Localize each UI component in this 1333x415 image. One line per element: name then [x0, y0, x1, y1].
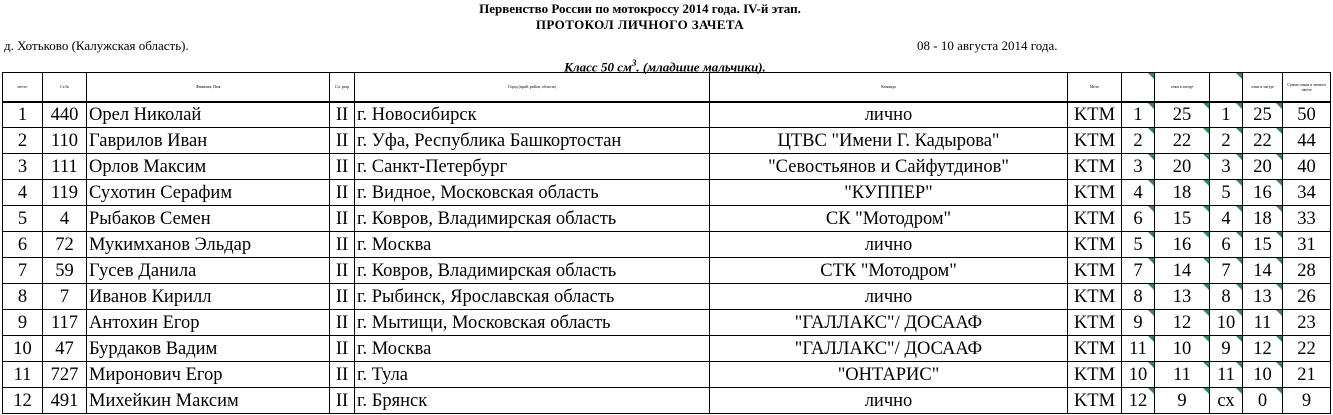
cell-heat1-place: 12 [1122, 388, 1155, 414]
cell-heat2-place: 5 [1210, 180, 1243, 206]
cell-team: "ОНТАРИС" [710, 362, 1068, 388]
cell-moto: KTM [1068, 232, 1122, 258]
cell-team: ЦТВС "Имени Г. Кадырова" [710, 128, 1068, 154]
cell-heat1-place: 7 [1122, 258, 1155, 284]
cell-moto: KTM [1068, 102, 1122, 128]
cell-city: г. Москва [355, 232, 710, 258]
cell-place: 9 [3, 310, 43, 336]
cell-place: 12 [3, 388, 43, 414]
cell-heat1-place: 5 [1122, 232, 1155, 258]
cell-city: г. Санкт-Петербург [355, 154, 710, 180]
cell-name: Гаврилов Иван [87, 128, 330, 154]
cell-number: 111 [43, 154, 87, 180]
class-sup: 3 [631, 58, 637, 68]
table-row [3, 336, 1331, 362]
cell-name: Гусев Данила [87, 258, 330, 284]
cell-heat1-place: 3 [1122, 154, 1155, 180]
cell-team: "КУППЕР" [710, 180, 1068, 206]
results-body [3, 102, 1331, 414]
table-row [3, 180, 1331, 206]
cell-heat1-place: 9 [1122, 310, 1155, 336]
cell-heat2-points: 12 [1243, 336, 1283, 362]
table-row [3, 310, 1331, 336]
cell-heat1-points: 9 [1155, 388, 1210, 414]
cell-city: г. Новосибирск [355, 102, 710, 128]
cell-number: 727 [43, 362, 87, 388]
cell-heat1-place: 11 [1122, 336, 1155, 362]
cell-heat1-place: 1 [1122, 102, 1155, 128]
cell-heat1-points: 11 [1155, 362, 1210, 388]
cell-place: 7 [3, 258, 43, 284]
cell-team: лично [710, 102, 1068, 128]
cell-heat2-points: 18 [1243, 206, 1283, 232]
table-row [3, 154, 1331, 180]
cell-heat2-points: 22 [1243, 128, 1283, 154]
col-header-heat1-points: очки в заезде [1155, 73, 1210, 102]
cell-total: 33 [1283, 206, 1331, 232]
protocol-subtitle: ПРОТОКОЛ ЛИЧНОГО ЗАЧЕТА [535, 17, 745, 32]
cell-city: г. Видное, Московская область [355, 180, 710, 206]
cell-rank: II [330, 388, 355, 414]
table-row [3, 388, 1331, 414]
cell-rank: II [330, 102, 355, 128]
class-prefix: Класс 50 см [564, 59, 632, 75]
table-row [3, 258, 1331, 284]
cell-heat2-place: 3 [1210, 154, 1243, 180]
table-row [3, 128, 1331, 154]
cell-heat2-place: 1 [1210, 102, 1243, 128]
cell-rank: II [330, 310, 355, 336]
cell-place: 3 [3, 154, 43, 180]
cell-moto: KTM [1068, 284, 1122, 310]
col-header-team: Команда [710, 73, 1068, 102]
cell-place: 2 [3, 128, 43, 154]
cell-heat1-place: 8 [1122, 284, 1155, 310]
cell-team: "ГАЛЛАКС"/ ДОСААФ [710, 310, 1068, 336]
cell-heat2-points: 20 [1243, 154, 1283, 180]
cell-rank: II [330, 206, 355, 232]
cell-heat2-place: 9 [1210, 336, 1243, 362]
table-row [3, 362, 1331, 388]
cell-rank: II [330, 284, 355, 310]
cell-place: 1 [3, 102, 43, 128]
cell-moto: KTM [1068, 388, 1122, 414]
cell-heat2-points: 10 [1243, 362, 1283, 388]
col-header-city: Город (край, район, область) [355, 73, 710, 102]
col-header-number: Ст.№ [43, 73, 87, 102]
cell-heat2-points: 25 [1243, 102, 1283, 128]
cell-total: 23 [1283, 310, 1331, 336]
col-header-name: Фамилия, Имя [87, 73, 330, 102]
cell-heat2-points: 11 [1243, 310, 1283, 336]
cell-city: г. Мытищи, Московская область [355, 310, 710, 336]
cell-place: 11 [3, 362, 43, 388]
cell-team: СК "Мотодром" [710, 206, 1068, 232]
event-dates: 08 - 10 августа 2014 года. [917, 38, 1058, 53]
cell-city: г. Москва [355, 336, 710, 362]
cell-number: 59 [43, 258, 87, 284]
cell-number: 119 [43, 180, 87, 206]
cell-team: лично [710, 232, 1068, 258]
cell-moto: KTM [1068, 310, 1122, 336]
col-header-rank: Сп. разр [330, 73, 355, 102]
table-row [3, 102, 1331, 128]
cell-name: Миронович Егор [87, 362, 330, 388]
cell-heat1-points: 14 [1155, 258, 1210, 284]
cell-number: 72 [43, 232, 87, 258]
cell-heat2-place: 8 [1210, 284, 1243, 310]
cell-moto: KTM [1068, 258, 1122, 284]
cell-heat1-points: 25 [1155, 102, 1210, 128]
cell-name: Михейкин Максим [87, 388, 330, 414]
cell-heat2-points: 0 [1243, 388, 1283, 414]
cell-team: "ГАЛЛАКС"/ ДОСААФ [710, 336, 1068, 362]
col-header-heat2-place [1210, 73, 1243, 102]
cell-total: 40 [1283, 154, 1331, 180]
table-row [3, 232, 1331, 258]
cell-number: 47 [43, 336, 87, 362]
cell-total: 9 [1283, 388, 1331, 414]
cell-total: 28 [1283, 258, 1331, 284]
cell-name: Орел Николай [87, 102, 330, 128]
cell-heat2-points: 14 [1243, 258, 1283, 284]
cell-name: Иванов Кирилл [87, 284, 330, 310]
cell-moto: KTM [1068, 180, 1122, 206]
cell-moto: KTM [1068, 336, 1122, 362]
cell-team: "Севостьянов и Сайфутдинов" [710, 154, 1068, 180]
cell-total: 34 [1283, 180, 1331, 206]
cell-heat2-points: 13 [1243, 284, 1283, 310]
cell-heat2-points: 15 [1243, 232, 1283, 258]
cell-team: лично [710, 388, 1068, 414]
cell-name: Рыбаков Семен [87, 206, 330, 232]
cell-city: г. Ковров, Владимирская область [355, 206, 710, 232]
cell-heat2-place: 7 [1210, 258, 1243, 284]
cell-moto: KTM [1068, 154, 1122, 180]
header-row [3, 73, 1331, 102]
cell-city: г. Брянск [355, 388, 710, 414]
col-header-moto: Мото [1068, 73, 1122, 102]
cell-heat2-place: 6 [1210, 232, 1243, 258]
cell-number: 7 [43, 284, 87, 310]
cell-moto: KTM [1068, 128, 1122, 154]
cell-heat1-place: 4 [1122, 180, 1155, 206]
cell-heat1-points: 10 [1155, 336, 1210, 362]
cell-number: 4 [43, 206, 87, 232]
event-location: д. Хотьково (Калужская область). [4, 38, 189, 53]
cell-place: 10 [3, 336, 43, 362]
table-row [3, 206, 1331, 232]
cell-rank: II [330, 232, 355, 258]
cell-rank: II [330, 154, 355, 180]
cell-team: СТК "Мотодром" [710, 258, 1068, 284]
cell-total: 31 [1283, 232, 1331, 258]
cell-heat1-place: 2 [1122, 128, 1155, 154]
cell-number: 117 [43, 310, 87, 336]
cell-city: г. Рыбинск, Ярославская область [355, 284, 710, 310]
cell-name: Орлов Максим [87, 154, 330, 180]
protocol-title: Первенство России по мотокроссу 2014 года. IV-й этап. [479, 1, 801, 16]
cell-number: 491 [43, 388, 87, 414]
cell-rank: II [330, 128, 355, 154]
cell-total: 26 [1283, 284, 1331, 310]
cell-moto: KTM [1068, 206, 1122, 232]
cell-heat2-points: 16 [1243, 180, 1283, 206]
cell-heat1-points: 13 [1155, 284, 1210, 310]
cell-place: 6 [3, 232, 43, 258]
cell-name: Сухотин Серафим [87, 180, 330, 206]
cell-heat2-place: 4 [1210, 206, 1243, 232]
cell-total: 44 [1283, 128, 1331, 154]
results-table [2, 72, 1331, 414]
col-header-total: Сумма очков в личном зачете [1283, 73, 1331, 102]
cell-heat1-points: 12 [1155, 310, 1210, 336]
cell-heat1-points: 20 [1155, 154, 1210, 180]
cell-total: 22 [1283, 336, 1331, 362]
cell-city: г. Ковров, Владимирская область [355, 258, 710, 284]
cell-rank: II [330, 362, 355, 388]
class-suffix: . (младшие мальчики). [636, 59, 766, 75]
cell-rank: II [330, 180, 355, 206]
col-header-heat1-place [1122, 73, 1155, 102]
col-header-heat2-points: очки в заезде [1243, 73, 1283, 102]
cell-heat2-place: 10 [1210, 310, 1243, 336]
cell-heat2-place: 2 [1210, 128, 1243, 154]
cell-total: 21 [1283, 362, 1331, 388]
col-header-place: место [3, 73, 43, 102]
cell-number: 110 [43, 128, 87, 154]
cell-name: Антохин Егор [87, 310, 330, 336]
cell-number: 440 [43, 102, 87, 128]
cell-heat2-place: 11 [1210, 362, 1243, 388]
cell-rank: II [330, 258, 355, 284]
cell-total: 50 [1283, 102, 1331, 128]
table-row [3, 284, 1331, 310]
cell-heat1-points: 18 [1155, 180, 1210, 206]
cell-city: г. Тула [355, 362, 710, 388]
cell-heat1-points: 22 [1155, 128, 1210, 154]
cell-moto: KTM [1068, 362, 1122, 388]
cell-heat1-points: 15 [1155, 206, 1210, 232]
cell-place: 4 [3, 180, 43, 206]
cell-rank: II [330, 336, 355, 362]
cell-place: 5 [3, 206, 43, 232]
cell-heat1-place: 10 [1122, 362, 1155, 388]
cell-heat1-place: 6 [1122, 206, 1155, 232]
cell-city: г. Уфа, Республика Башкортостан [355, 128, 710, 154]
cell-team: лично [710, 284, 1068, 310]
cell-heat2-place: сх [1210, 388, 1243, 414]
cell-heat1-points: 16 [1155, 232, 1210, 258]
cell-place: 8 [3, 284, 43, 310]
cell-name: Бурдаков Вадим [87, 336, 330, 362]
cell-name: Мукимханов Эльдар [87, 232, 330, 258]
